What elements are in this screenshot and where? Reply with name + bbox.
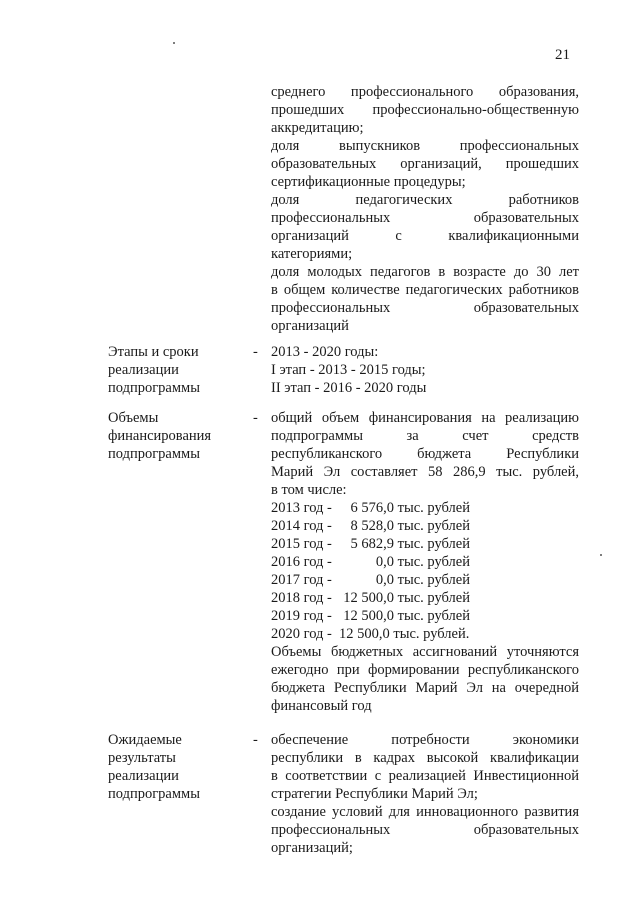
results-line: республики в кадрах высокой квалификации (271, 750, 579, 766)
funding-intro-line: Марий Эл составляет 58 286,9 тыс. рублей, (271, 464, 579, 480)
year-label: 2020 год - (271, 626, 332, 642)
funding-outro-line: Объемы бюджетных ассигнований уточняются (271, 644, 579, 660)
results-line: в соответствии с реализацией Инвестиционной (271, 768, 579, 784)
funding-outro-line: бюджета Республики Марий Эл на очередной (271, 680, 579, 696)
page-number: 21 (555, 47, 570, 63)
results-label-line: подпрограммы (108, 786, 200, 802)
funding-label-line: финансирования (108, 428, 212, 444)
text-line: в общем количестве педагогических работников (271, 282, 579, 298)
funding-label-line: подпрограммы (108, 446, 200, 462)
funding-intro-line: в том числе: (271, 482, 347, 498)
year-amount: 12 500,0 тыс. рублей (343, 590, 470, 606)
text-line: доля молодых педагогов в возрасте до 30 лет (271, 264, 579, 280)
text-line: доля педагогических работников (271, 192, 579, 208)
text-line: прошедших профессионально-общественную (271, 102, 579, 118)
text-line: сертификационные процедуры; (271, 174, 466, 190)
stages-label-line: Этапы и сроки (108, 344, 199, 360)
funding-outro-line: ежегодно при формировании республиканского (271, 662, 579, 678)
year-amount: 6 576,0 тыс. рублей (350, 500, 470, 516)
stages-label-line: подпрограммы (108, 380, 200, 396)
text-line: доля выпускников профессиональных (271, 138, 579, 154)
text-line: профессиональных образовательных (271, 300, 579, 316)
text-line: среднего профессионального образования, (271, 84, 579, 100)
funding-outro-line: финансовый год (271, 698, 372, 714)
stages-line: II этап - 2016 - 2020 годы (271, 380, 427, 396)
year-label: 2014 год - (271, 518, 332, 534)
year-amount: 8 528,0 тыс. рублей (350, 518, 470, 534)
funding-intro-line: общий объем финансирования на реализацию (271, 410, 579, 426)
results-line: создание условий для инновационного развития (271, 804, 579, 820)
funding-intro-line: республиканского бюджета Республики (271, 446, 579, 462)
stages-dash: - (253, 344, 258, 360)
text-line: профессиональных образовательных (271, 210, 579, 226)
results-line: организаций; (271, 840, 353, 856)
year-amount: 12 500,0 тыс. рублей. (339, 626, 470, 642)
year-label: 2017 год - (271, 572, 332, 588)
year-label: 2013 год - (271, 500, 332, 516)
year-label: 2019 год - (271, 608, 332, 624)
year-amount: 12 500,0 тыс. рублей (343, 608, 470, 624)
results-label-line: реализации (108, 768, 179, 784)
year-amount: 0,0 тыс. рублей (375, 572, 470, 588)
funding-intro-line: подпрограммы за счет средств (271, 428, 579, 444)
text-line: образовательных организаций, прошедших (271, 156, 579, 172)
text-line: организаций (271, 318, 349, 334)
text-line: организаций с квалификационными (271, 228, 579, 244)
funding-label-line: Объемы (108, 410, 159, 426)
stages-line: I этап - 2013 - 2015 годы; (271, 362, 426, 378)
funding-dash: - (253, 410, 258, 426)
text-line: аккредитацию; (271, 120, 364, 136)
stages-line: 2013 - 2020 годы: (271, 344, 379, 360)
year-label: 2016 год - (271, 554, 332, 570)
year-amount: 0,0 тыс. рублей (375, 554, 470, 570)
scan-speck (600, 554, 602, 556)
year-label: 2015 год - (271, 536, 332, 552)
stages-label-line: реализации (108, 362, 179, 378)
results-dash: - (253, 732, 258, 748)
results-line: профессиональных образовательных (271, 822, 579, 838)
scan-speck (173, 42, 175, 44)
results-line: обеспечение потребности экономики (271, 732, 579, 748)
results-line: стратегии Республики Марий Эл; (271, 786, 478, 802)
year-label: 2018 год - (271, 590, 332, 606)
year-amount: 5 682,9 тыс. рублей (350, 536, 470, 552)
text-line: категориями; (271, 246, 353, 262)
results-label-line: Ожидаемые (108, 732, 182, 748)
results-label-line: результаты (108, 750, 176, 766)
